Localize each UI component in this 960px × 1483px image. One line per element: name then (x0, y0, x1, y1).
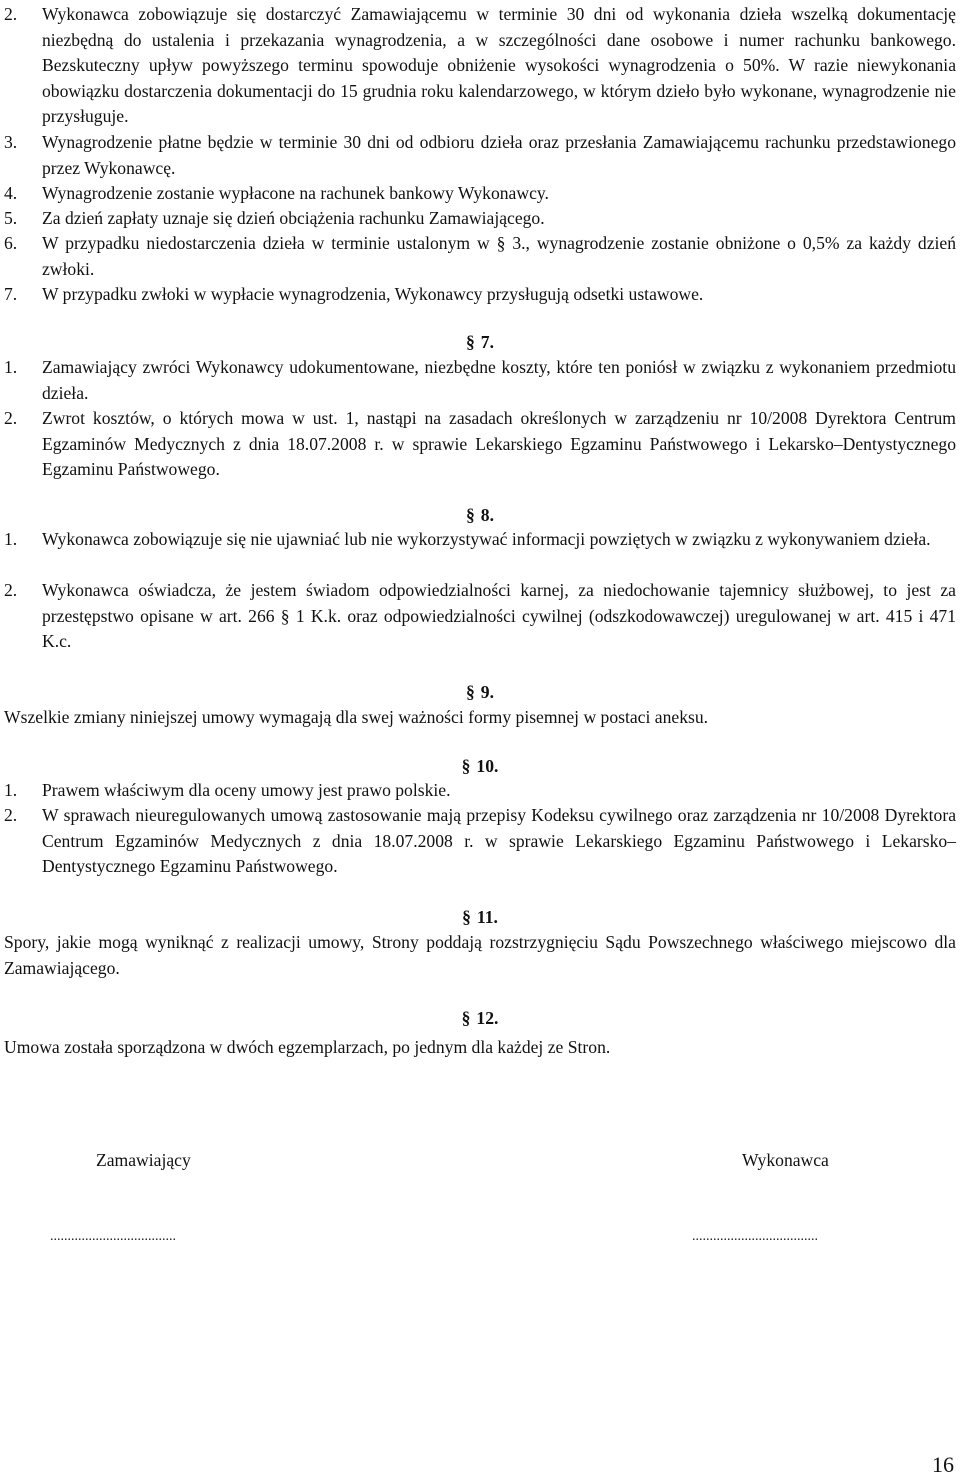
section-heading (0, 503, 960, 529)
list-item-text: Zwrot kosztów, o których mowa w ust. 1, nastąpi na zasadach określonych w zarządzeniu nr 10/2008 Dyrektora Centrum Egzaminów Medycznych z dnia 18.07.2008 r. w sprawie Lekarskiego Egzaminu Państwowego i Lekarsko–Dentystycznego Egzaminu Państwowego. (42, 408, 956, 479)
section-heading (0, 754, 960, 780)
list-item-number: 2. (4, 408, 18, 428)
list-item (4, 231, 956, 282)
section-paragraph: Umowa została sporządzona w dwóch egzemplarzach, po jednym dla każdej ze Stron. (4, 1037, 611, 1057)
list-item-text: Wykonawca oświadcza, że jestem świadom odpowiedzialności karnej, za niedochowanie tajemnicy służbowej, to jest za przestępstwo opisane w art. 266 § 1 K.k. oraz odpowiedzialności cywilnej (odszkodowawczej) uregulowanej w art. 415 i 471 K.c. (42, 580, 956, 651)
list-item-text: Wykonawca zobowiązuje się nie ujawniać lub nie wykorzystywać informacji powziętych w związku z wykonywaniem dzieła. (42, 529, 931, 549)
section-number: 9. (480, 682, 494, 702)
section-symbol: § (466, 505, 475, 525)
list-item-text: W sprawach nieuregulowanych umową zastosowanie mają przepisy Kodeksu cywilnego oraz zarządzenia nr 10/2008 Dyrektora Centrum Egzaminów Medycznych z dnia 18.07.2008 r. w sprawie Lekarskiego Egzaminu Państwowego i Lekarsko–Dentystycznego Egzaminu Państwowego. (42, 805, 956, 876)
list-item (4, 206, 956, 232)
signature-line-ordering-party: .................................... (50, 1229, 176, 1244)
list-item-text: Wynagrodzenie zostanie wypłacone na rachunek bankowy Wykonawcy. (42, 183, 549, 203)
list-item-number: 5. (4, 208, 18, 228)
signature-line-contractor: .................................... (692, 1229, 818, 1244)
section-number: 7. (480, 332, 494, 352)
list-item-text: Za dzień zapłaty uznaje się dzień obciążenia rachunku Zamawiającego. (42, 208, 545, 228)
list-item-number: 1. (4, 357, 18, 377)
list-item-number: 1. (4, 780, 18, 800)
list-item (4, 803, 956, 880)
list-item-text: W przypadku zwłoki w wypłacie wynagrodzenia, Wykonawcy przysługują odsetki ustawowe. (42, 284, 704, 304)
list-item (4, 282, 956, 308)
section-symbol: § (466, 332, 475, 352)
list-item-text: W przypadku niedostarczenia dzieła w terminie ustalonym w § 3., wynagrodzenie zostanie obniżone o 0,5% za każdy dzień zwłoki. (42, 233, 956, 279)
list-item-number: 6. (4, 233, 18, 253)
list-item (4, 355, 956, 406)
list-item-number: 3. (4, 132, 18, 152)
page-number: 16 (932, 1452, 954, 1477)
list-item-number: 2. (4, 580, 18, 600)
list-item (4, 406, 956, 483)
list-item-text: Wykonawca zobowiązuje się dostarczyć Zamawiającemu w terminie 30 dni od wykonania dzieła wszelką dokumentację niezbędną do ustalenia i przekazania wynagrodzenia, a w szczególności dane osobowe i numer rachunku bankowego. Bezskuteczny upływ powyższego terminu spowoduje obniżenie wysokości wynagrodzenia o 50%. W razie niewykonania obowiązku dostarczenia dokumentacji do 15 grudnia roku kalendarzowego, w którym dzieło było wykonane, wynagrodzenie nie przysługuje. (42, 4, 956, 126)
list-item-text: Zamawiający zwróci Wykonawcy udokumentowane, niezbędne koszty, które ten poniósł w związku z wykonaniem przedmiotu dzieła. (42, 357, 956, 403)
list-item (4, 2, 956, 130)
list-item-number: 1. (4, 529, 18, 549)
section-paragraph: Wszelkie zmiany niniejszej umowy wymagają dla swej ważności formy pisemnej w postaci aneksu. (4, 707, 709, 727)
section-heading (0, 905, 960, 931)
section-paragraph: Spory, jakie mogą wyniknąć z realizacji umowy, Strony poddają rozstrzygnięciu Sądu Powszechnego właściwego miejscowo dla Zamawiającego. (4, 932, 956, 978)
section-number: 11. (476, 907, 498, 927)
list-item-number: 4. (4, 183, 18, 203)
section-heading (0, 680, 960, 706)
list-item-number: 2. (4, 4, 18, 24)
section-symbol: § (462, 907, 471, 927)
list-item (4, 181, 956, 207)
signature-label-ordering-party: Zamawiający (96, 1150, 191, 1170)
section-heading (0, 330, 960, 356)
list-item (4, 527, 956, 553)
list-item-number: 2. (4, 805, 18, 825)
section-symbol: § (466, 682, 475, 702)
section-heading (0, 1006, 960, 1032)
section-number: 10. (476, 756, 499, 776)
list-item (4, 778, 956, 804)
list-item (4, 578, 956, 655)
section-number: 8. (480, 505, 494, 525)
list-item-text: Prawem właściwym dla oceny umowy jest prawo polskie. (42, 780, 451, 800)
list-item-text: Wynagrodzenie płatne będzie w terminie 30 dni od odbioru dzieła oraz przesłania Zamawiającemu rachunku przedstawionego przez Wykonawcę. (42, 132, 956, 178)
section-symbol: § (461, 1008, 471, 1028)
section-number: 12. (476, 1008, 499, 1028)
section-symbol: § (461, 756, 471, 776)
list-item-number: 7. (4, 284, 18, 304)
list-item (4, 130, 956, 181)
signature-label-contractor: Wykonawca (742, 1150, 829, 1170)
